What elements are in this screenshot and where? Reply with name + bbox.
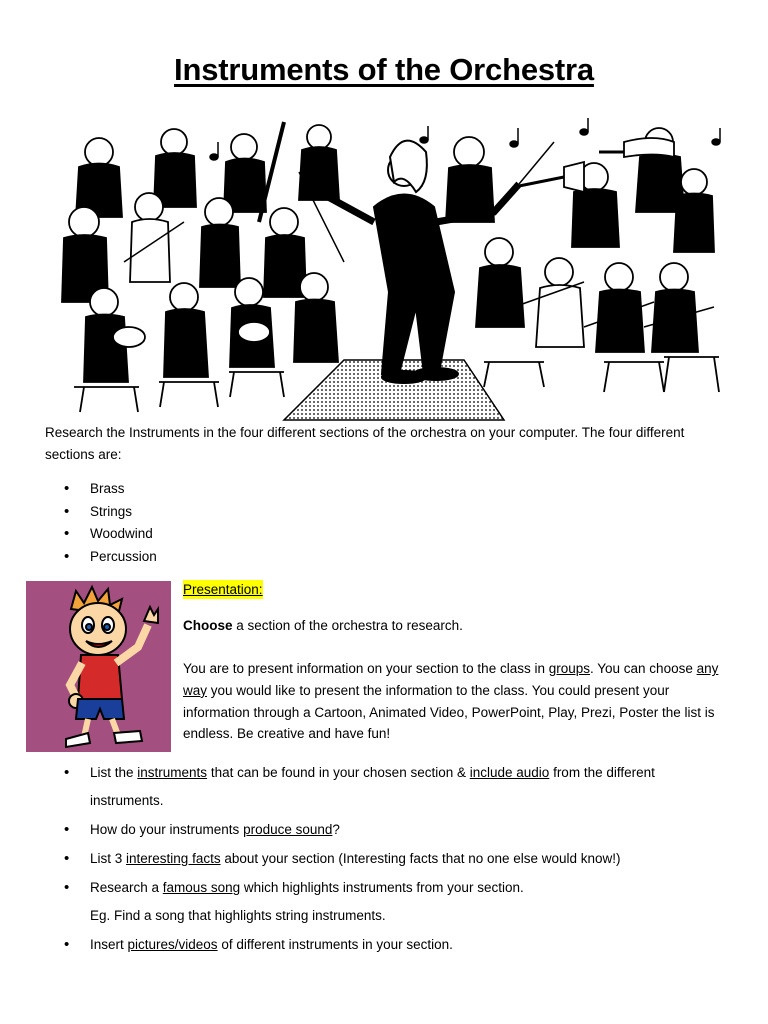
tasks-list [64,759,724,959]
list-item: • Percussion [64,546,157,569]
list-item [64,874,724,902]
list-item [64,931,724,959]
choose-text: a section of the orchestra to research. [232,618,463,633]
orchestra-cartoon-image [44,112,728,422]
sections-list [64,478,157,569]
task-text: of different instruments in your section. [217,937,453,952]
task-text: List 3 [90,851,127,866]
task-text: that can be found in your chosen section & [207,765,470,780]
task-text: which highlights instruments from your section. [240,880,524,895]
task-text: ? [332,822,340,837]
list-item-continuation [64,902,724,930]
para-text: . You can choose [590,661,697,676]
list-item: • Brass [64,478,157,501]
list-item [64,845,724,873]
list-item [64,759,724,815]
presentation-heading: Presentation: [183,582,263,597]
underlined-text: interesting facts [126,851,221,866]
list-item: • Woodwind [64,523,157,546]
intro-paragraph: Research the Instruments in the four different sections of the orchestra on your computer. The four different sections are: [45,425,685,462]
waving-boy-image [26,581,171,752]
underlined-text: include audio [469,765,550,780]
list-item [64,816,724,844]
task-text: about your section (Interesting facts that no one else would know!) [220,851,621,866]
task-text: Insert [90,937,128,952]
list-item: • Strings [64,501,157,524]
underlined-text: pictures/videos [127,937,218,952]
presentation-paragraph [183,658,728,745]
underlined-text: any way [183,661,719,698]
underlined-text: groups [548,661,590,676]
underlined-text: produce sound [243,822,333,837]
task-text: Eg. Find a song that highlights string instruments. [90,908,386,923]
underlined-text: instruments [137,765,208,780]
waving-boy-cartoon-icon [26,581,171,752]
para-text: You are to present information on your section to the class in [183,661,549,676]
choose-instruction [183,615,728,637]
document-title: Instruments of the Orchestra [174,52,594,87]
task-text: List the [90,765,138,780]
task-text: from the different instruments. [90,765,655,808]
presentation-section [183,580,728,745]
choose-bold-text: Choose [183,618,233,633]
task-text: How do your instruments [90,822,244,837]
para-text: you would like to present the information to the class. You could present your information through a Cartoon, Animated Video, PowerPoint, Play, Prezi, Poster the list is endless. Be creative and have fun! [183,682,715,742]
task-text: Research a [90,880,163,895]
underlined-text: famous song [162,880,241,895]
